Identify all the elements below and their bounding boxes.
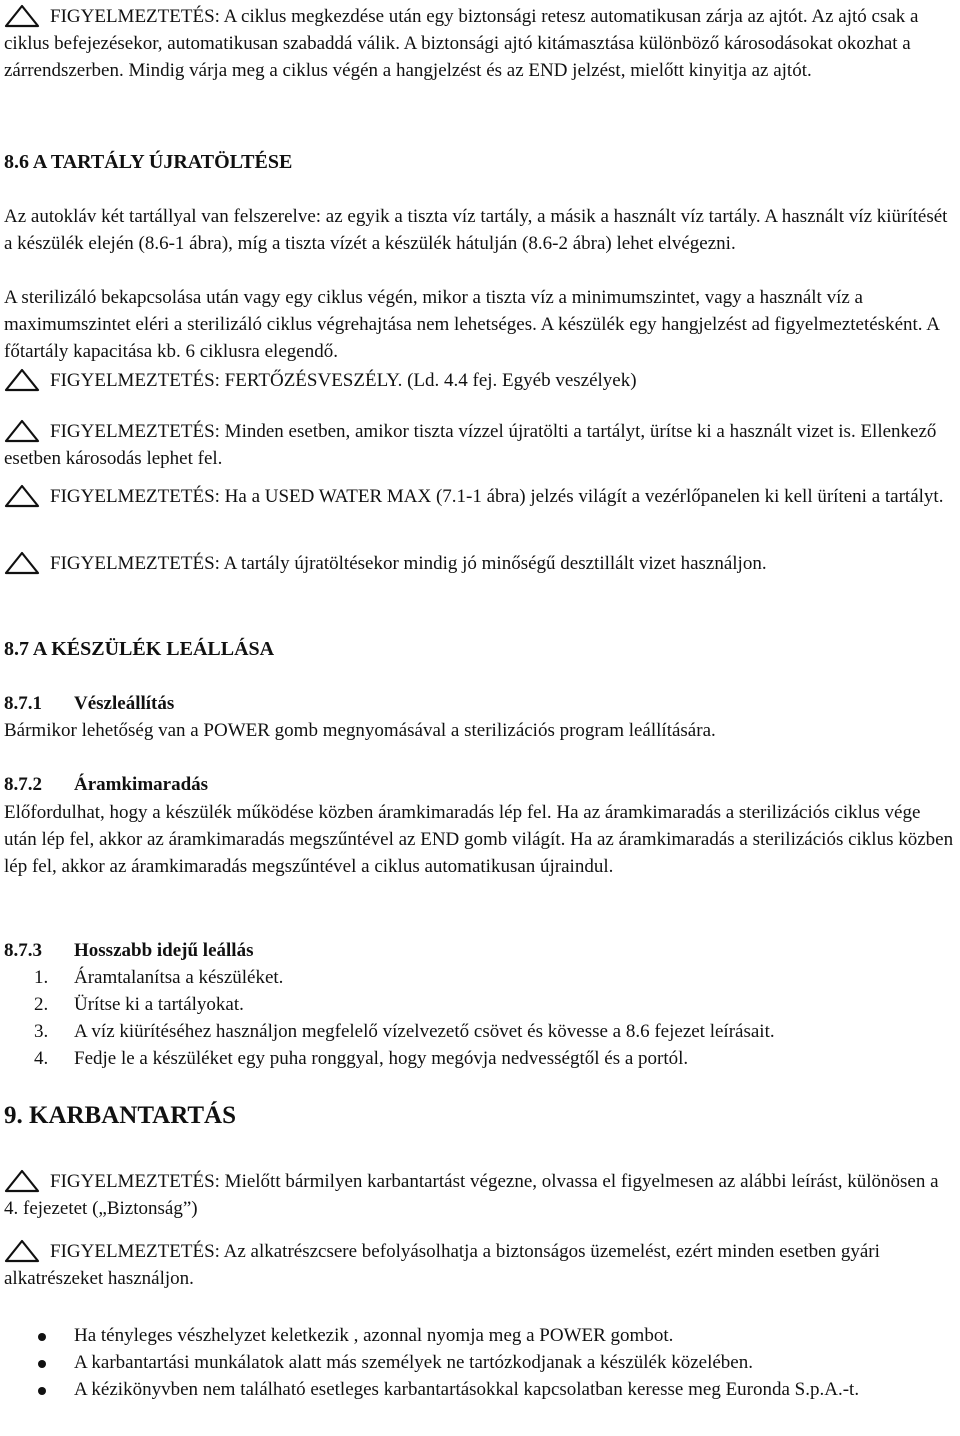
warning-distilled-water: FIGYELMEZTETÉS: A tartály újratöltésekor mindig jó minőségű desztillált vizet használjon. <box>4 550 954 577</box>
bullet-icon <box>38 1333 46 1341</box>
section-9-title: 9. KARBANTARTÁS <box>4 1102 237 1129</box>
bullet-icon <box>38 1387 46 1395</box>
section-8-6-title: 8.6 A TARTÁLY ÚJRATÖLTÉSE <box>4 151 293 173</box>
warning-triangle-icon <box>4 368 42 392</box>
warning-door-lock: FIGYELMEZTETÉS: A ciklus megkezdése után egy biztonsági retesz automatikusan zárja az ajtót. Az ajtó csak a ciklus befejezésekor, automatikusan szabaddá válik. A biztonsági ajtó kitámasztása különböző károsodásokat okozhat a zárrendszerben. Mindig várja meg a ciklus végén a hangjelzést és az END jelzést, mielőtt kinyitja az ajtót. <box>4 6 919 81</box>
warning-original-parts: FIGYELMEZTETÉS: Az alkatrészcsere befolyásolhatja a biztonságos üzemelést, ezért minden esetben gyári alkatrészeket használjon. <box>4 1241 880 1289</box>
list-item: A karbantartási munkálatok alatt más személyek ne tartózkodjanak a készülék közelében. <box>4 1349 954 1376</box>
warning-triangle-icon <box>4 419 42 443</box>
list-item: 4. Fedje le a készüléket egy puha ronggyal, hogy megóvja nedvességtől és a portól. <box>34 1048 689 1069</box>
warning-read-before-maintenance: FIGYELMEZTETÉS: Mielőtt bármilyen karbantartást végezne, olvassa el figyelmesen az alábbi leírást, különösen a 4. fejezetet („Biztonság”) <box>4 1171 939 1219</box>
list-item: A kézikönyvben nem található esetleges karbantartásokkal kapcsolatban keresse meg Euronda S.p.A.-t. <box>4 1376 954 1403</box>
warning-triangle-icon <box>4 551 42 575</box>
shutdown-steps-list <box>4 964 954 1072</box>
section-8-6-paragraph-2: A sterilizáló bekapcsolása után vagy egy ciklus végén, mikor a tiszta víz a minimumszintet, vagy a használt víz a maximumszintet eléri a sterilizáló ciklus végrehajtása nem lehetséges. A készülék egy hangjelzést ad figyelmeztetésként. A főtartály kapacitása kb. 6 ciklusra elegendő. <box>4 287 939 362</box>
warning-triangle-icon <box>4 1169 42 1193</box>
maintenance-bullet-list <box>4 1322 954 1403</box>
section-8-7-title: 8.7 A KÉSZÜLÉK LEÁLLÁSA <box>4 638 275 660</box>
section-8-7-2-text: Előfordulhat, hogy a készülék működése közben áramkimaradás lép fel. Ha az áramkimaradás a sterilizációs ciklus vége után lép fel, akkor az áramkimaradás megszűntével az END gomb világít. Ha az áramkimaradás a sterilizációs ciklus közben lép fel, akkor az áramkimaradás megszűntével a ciklus automatikusan újraindul. <box>4 802 954 877</box>
warning-triangle-icon <box>4 1239 42 1263</box>
warning-drain-used-water: FIGYELMEZTETÉS: Minden esetben, amikor tiszta vízzel újratölti a tartályt, ürítse ki a használt vizet is. Ellenkező esetben károsodás lephet fel. <box>4 421 937 469</box>
warning-infection: FIGYELMEZTETÉS: FERTŐZÉSVESZÉLY. (Ld. 4.4 fej. Egyéb veszélyek) <box>4 367 954 394</box>
section-8-6-paragraph-1: Az autokláv két tartállyal van felszerelve: az egyik a tiszta víz tartály, a másik a használt víz tartály. A használt víz kiürítését a készülék elején (8.6-1 ábra), míg a tiszta vízét a készülék hátulján (8.6-2 ábra) lehet elvégezni. <box>4 206 948 254</box>
list-item: Ha tényleges vészhelyzet keletkezik , azonnal nyomja meg a POWER gombot. <box>4 1322 954 1349</box>
list-item: 1. Áramtalanítsa a készüléket. <box>34 967 284 988</box>
warning-triangle-icon <box>4 4 42 28</box>
bullet-icon <box>38 1360 46 1368</box>
section-8-7-1-title: 8.7.1 Vészleállítás <box>4 693 175 714</box>
section-8-7-3-title: 8.7.3 Hosszabb idejű leállás <box>4 940 254 961</box>
section-8-7-2-title: 8.7.2 Áramkimaradás <box>4 774 209 795</box>
section-8-7-1-text: Bármikor lehetőség van a POWER gomb megnyomásával a sterilizációs program leállítására. <box>4 720 716 741</box>
list-item: 2. Ürítse ki a tartályokat. <box>34 994 244 1015</box>
warning-used-water-max: FIGYELMEZTETÉS: Ha a USED WATER MAX (7.1-1 ábra) jelzés világít a vezérlőpanelen ki kell üríteni a tartályt. <box>4 483 954 510</box>
list-item: 3. A víz kiürítéséhez használjon megfelelő vízelvezető csövet és kövesse a 8.6 fejezet leírásait. <box>34 1021 775 1042</box>
warning-triangle-icon <box>4 484 42 508</box>
